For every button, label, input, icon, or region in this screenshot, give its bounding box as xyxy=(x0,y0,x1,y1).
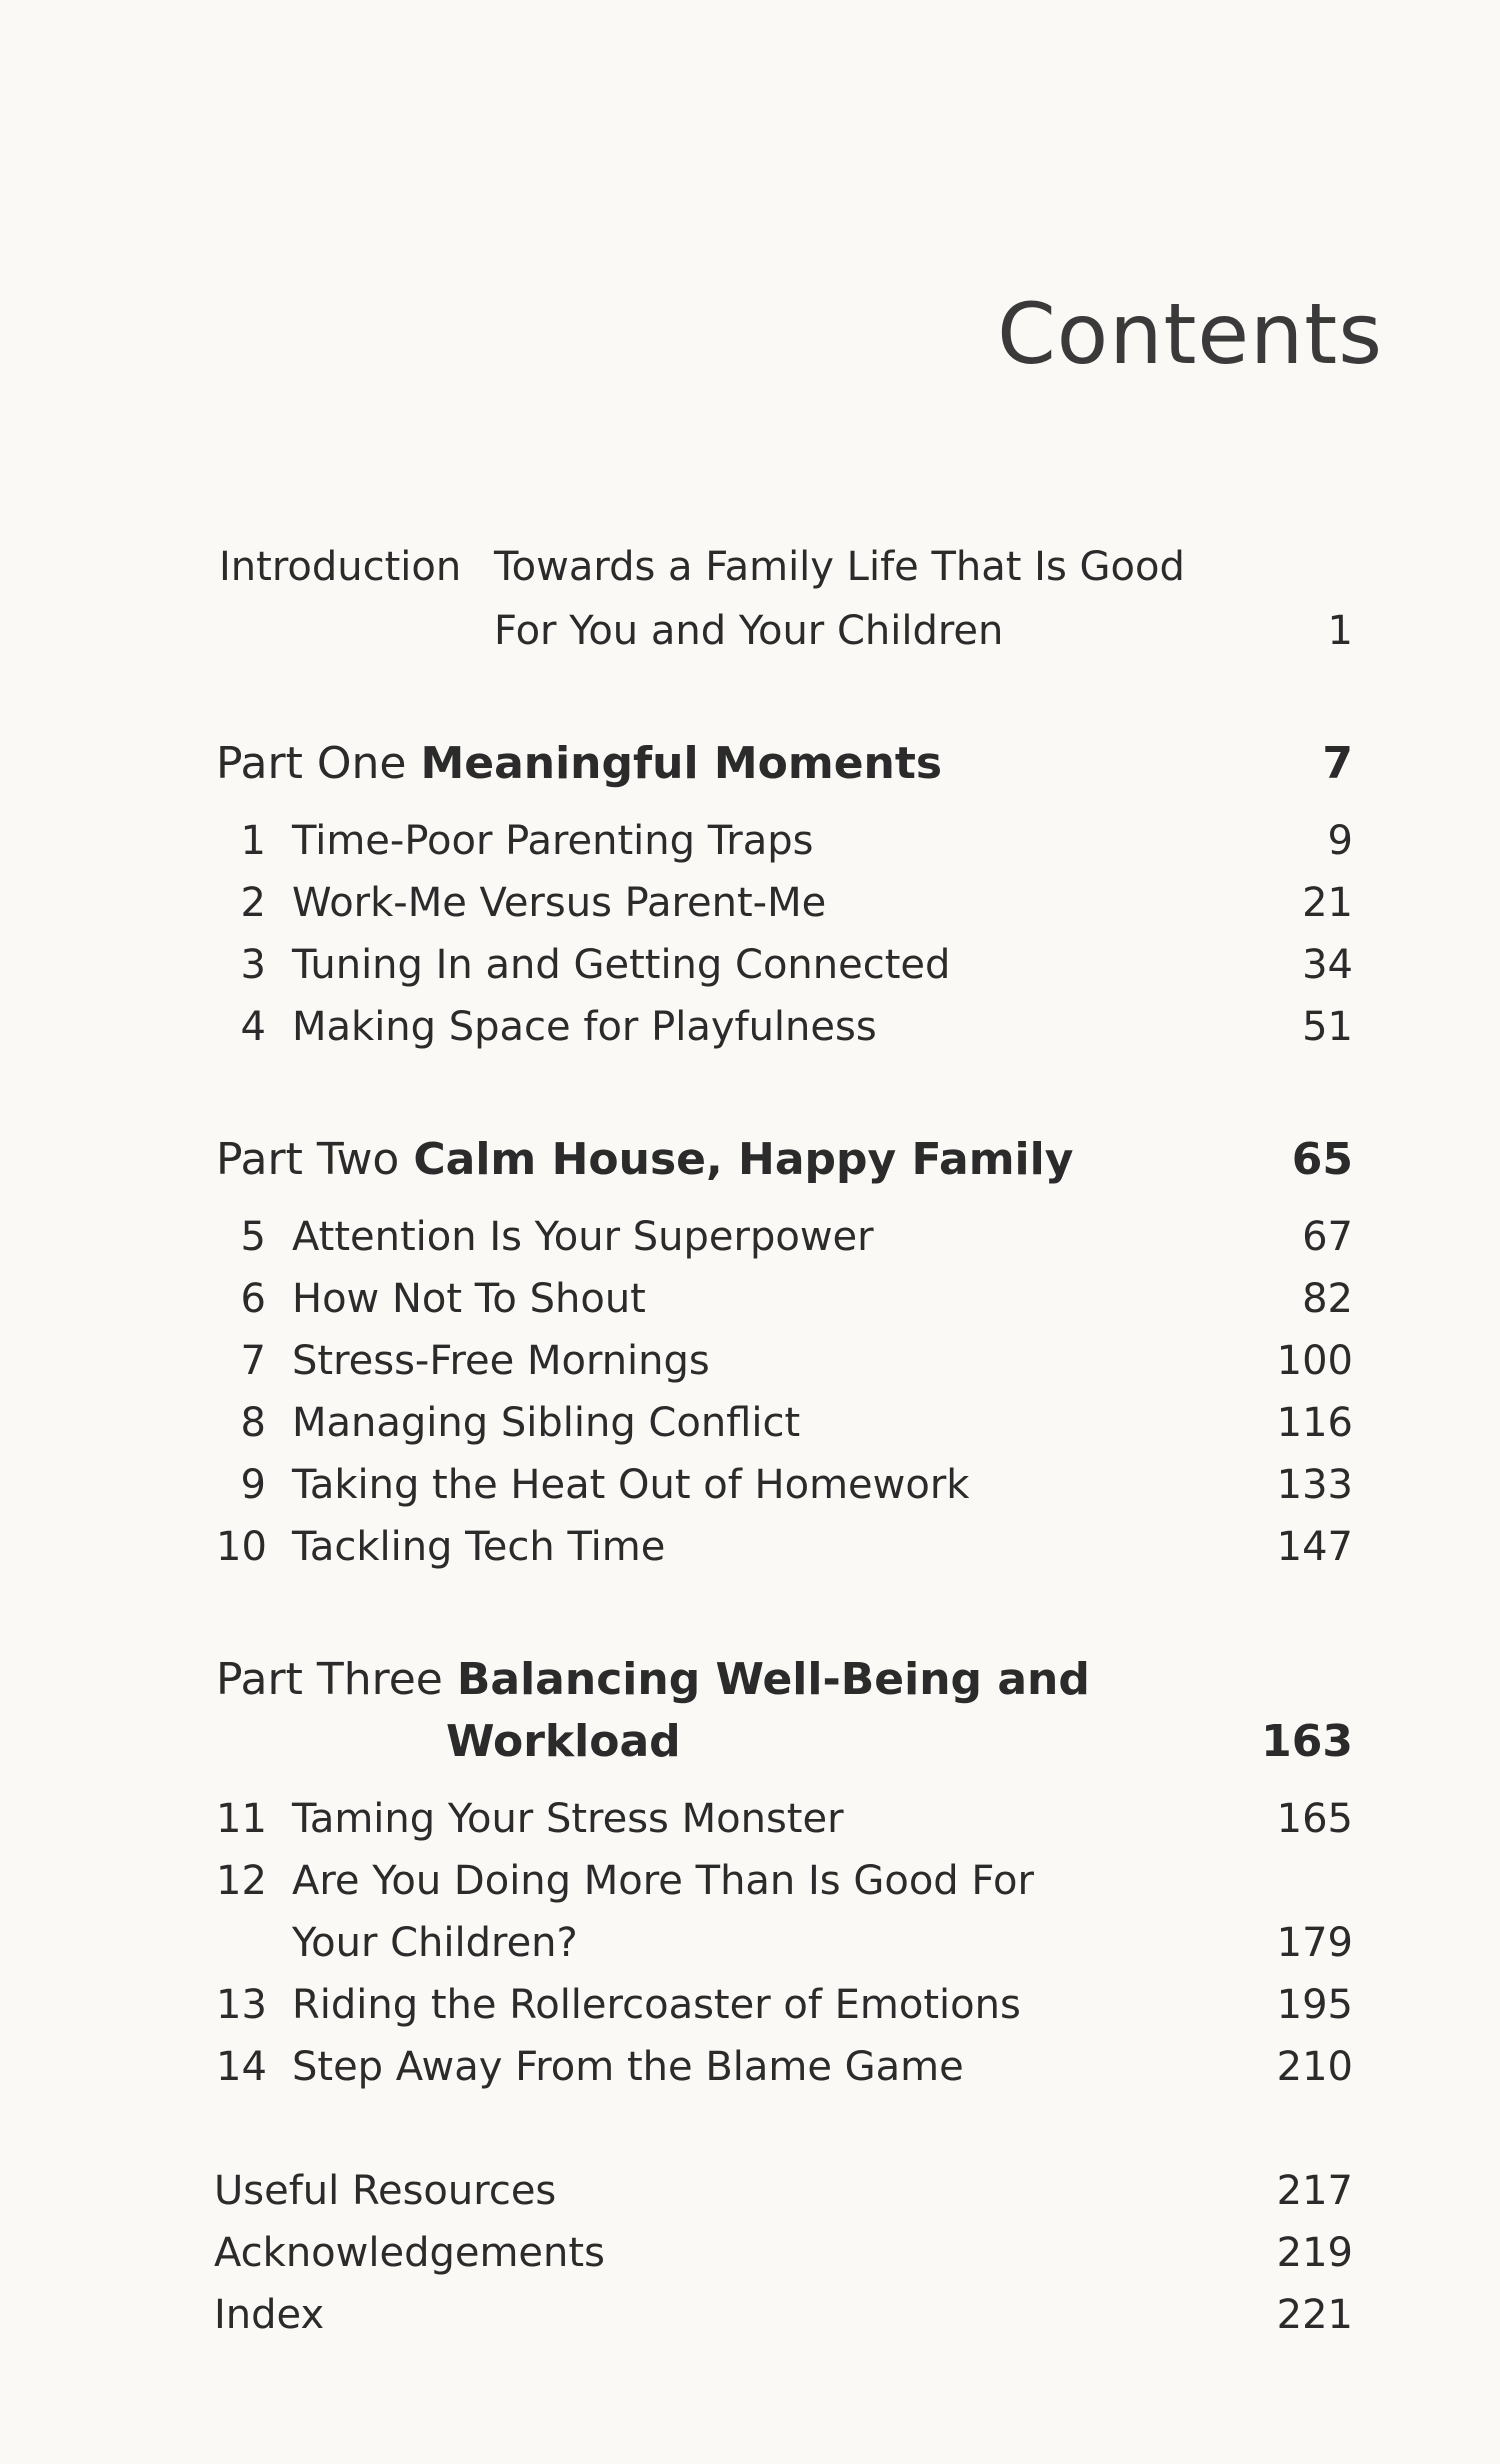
chapter-title: Making Space for Playfulness xyxy=(292,1004,877,1050)
chapter-page-number: 51 xyxy=(1302,1004,1353,1050)
chapter-number: 6 xyxy=(240,1276,266,1322)
chapter-number: 8 xyxy=(240,1400,266,1446)
chapter-title: Managing Sibling Conflict xyxy=(292,1400,801,1446)
chapter-row xyxy=(216,2044,1353,2106)
chapter-page-number: 21 xyxy=(1302,880,1353,926)
chapter-row xyxy=(216,1400,1353,1462)
back-matter-page-number: 219 xyxy=(1276,2230,1353,2276)
part-title: Calm House, Happy Family xyxy=(413,1134,1074,1185)
chapter-title: Taming Your Stress Monster xyxy=(292,1796,844,1842)
chapter-title: Attention Is Your Superpower xyxy=(292,1214,874,1260)
chapter-number: 4 xyxy=(240,1004,266,1050)
part-one-heading xyxy=(216,738,942,789)
chapter-page-number: 116 xyxy=(1276,1400,1353,1446)
back-matter-page-number: 217 xyxy=(1276,2168,1353,2214)
chapter-row xyxy=(216,1214,1353,1276)
chapter-row xyxy=(216,942,1353,1004)
chapter-row xyxy=(216,818,1353,880)
part-title: Meaningful Moments xyxy=(420,738,943,789)
page-title: Contents xyxy=(997,285,1383,383)
chapter-row xyxy=(216,1276,1353,1338)
chapter-number: 1 xyxy=(240,818,266,864)
chapter-page-number: 67 xyxy=(1302,1214,1353,1260)
chapter-title: Taking the Heat Out of Homework xyxy=(292,1462,970,1508)
part-label: Part Three xyxy=(216,1654,443,1705)
introduction-page-number: 1 xyxy=(1327,608,1353,654)
chapter-page-number: 195 xyxy=(1276,1982,1353,2028)
chapter-title: Work-Me Versus Parent-Me xyxy=(292,880,827,926)
chapter-page-number: 165 xyxy=(1276,1796,1353,1842)
chapter-number: 10 xyxy=(216,1524,267,1570)
chapter-page-number: 34 xyxy=(1302,942,1353,988)
back-matter-title: Index xyxy=(214,2292,325,2338)
introduction-title-line-2: For You and Your Children xyxy=(494,608,1004,654)
introduction-label: Introduction xyxy=(219,544,462,590)
chapter-page-number: 100 xyxy=(1276,1338,1353,1384)
chapter-page-number: 82 xyxy=(1302,1276,1353,1322)
chapter-title: How Not To Shout xyxy=(292,1276,646,1322)
back-matter-row xyxy=(214,2168,1353,2230)
chapter-page-number: 9 xyxy=(1327,818,1353,864)
chapter-page-number: 210 xyxy=(1276,2044,1353,2090)
part-title: Balancing Well-Being and xyxy=(456,1654,1090,1705)
chapter-number: 13 xyxy=(216,1982,267,2028)
part-three-heading xyxy=(216,1654,1090,1705)
back-matter-title: Acknowledgements xyxy=(214,2230,605,2276)
chapter-row xyxy=(216,1338,1353,1400)
chapter-row xyxy=(216,1982,1353,2044)
back-matter-title: Useful Resources xyxy=(214,2168,557,2214)
chapter-title: Tackling Tech Time xyxy=(292,1524,666,1570)
chapter-title: Stress-Free Mornings xyxy=(292,1338,710,1384)
chapter-number: 14 xyxy=(216,2044,267,2090)
part-label: Part Two xyxy=(216,1134,400,1185)
chapter-row xyxy=(216,1524,1353,1586)
chapter-number: 9 xyxy=(240,1462,266,1508)
chapter-page-number: 179 xyxy=(1276,1920,1353,1966)
chapter-row xyxy=(216,880,1353,942)
chapter-row xyxy=(216,1462,1353,1524)
chapter-row-continuation xyxy=(216,1920,1353,1982)
chapter-row xyxy=(216,1004,1353,1066)
part-label: Part One xyxy=(216,738,407,789)
back-matter-row xyxy=(214,2230,1353,2292)
part-title-continuation: Workload xyxy=(446,1716,681,1767)
chapter-title: Time-Poor Parenting Traps xyxy=(292,818,814,864)
chapter-page-number: 147 xyxy=(1276,1524,1353,1570)
back-matter-page-number: 221 xyxy=(1276,2292,1353,2338)
chapter-number: 3 xyxy=(240,942,266,988)
chapter-number: 12 xyxy=(216,1858,267,1904)
introduction-title-line-1: Towards a Family Life That Is Good xyxy=(494,544,1185,590)
part-page-number: 65 xyxy=(1291,1134,1353,1185)
chapter-row xyxy=(216,1796,1353,1858)
part-page-number: 163 xyxy=(1261,1716,1353,1767)
chapter-page-number: 133 xyxy=(1276,1462,1353,1508)
part-two-heading xyxy=(216,1134,1073,1185)
chapter-number: 5 xyxy=(240,1214,266,1260)
back-matter-row xyxy=(214,2292,1353,2354)
chapter-title: Step Away From the Blame Game xyxy=(292,2044,964,2090)
chapter-number: 11 xyxy=(216,1796,267,1842)
chapter-number: 2 xyxy=(240,880,266,926)
part-page-number: 7 xyxy=(1322,738,1353,789)
chapter-title-continuation: Your Children? xyxy=(292,1920,578,1966)
chapter-number: 7 xyxy=(240,1338,266,1384)
chapter-title: Are You Doing More Than Is Good For xyxy=(292,1858,1034,1904)
chapter-row xyxy=(216,1858,1353,1920)
chapter-title: Riding the Rollercoaster of Emotions xyxy=(292,1982,1021,2028)
chapter-title: Tuning In and Getting Connected xyxy=(292,942,951,988)
